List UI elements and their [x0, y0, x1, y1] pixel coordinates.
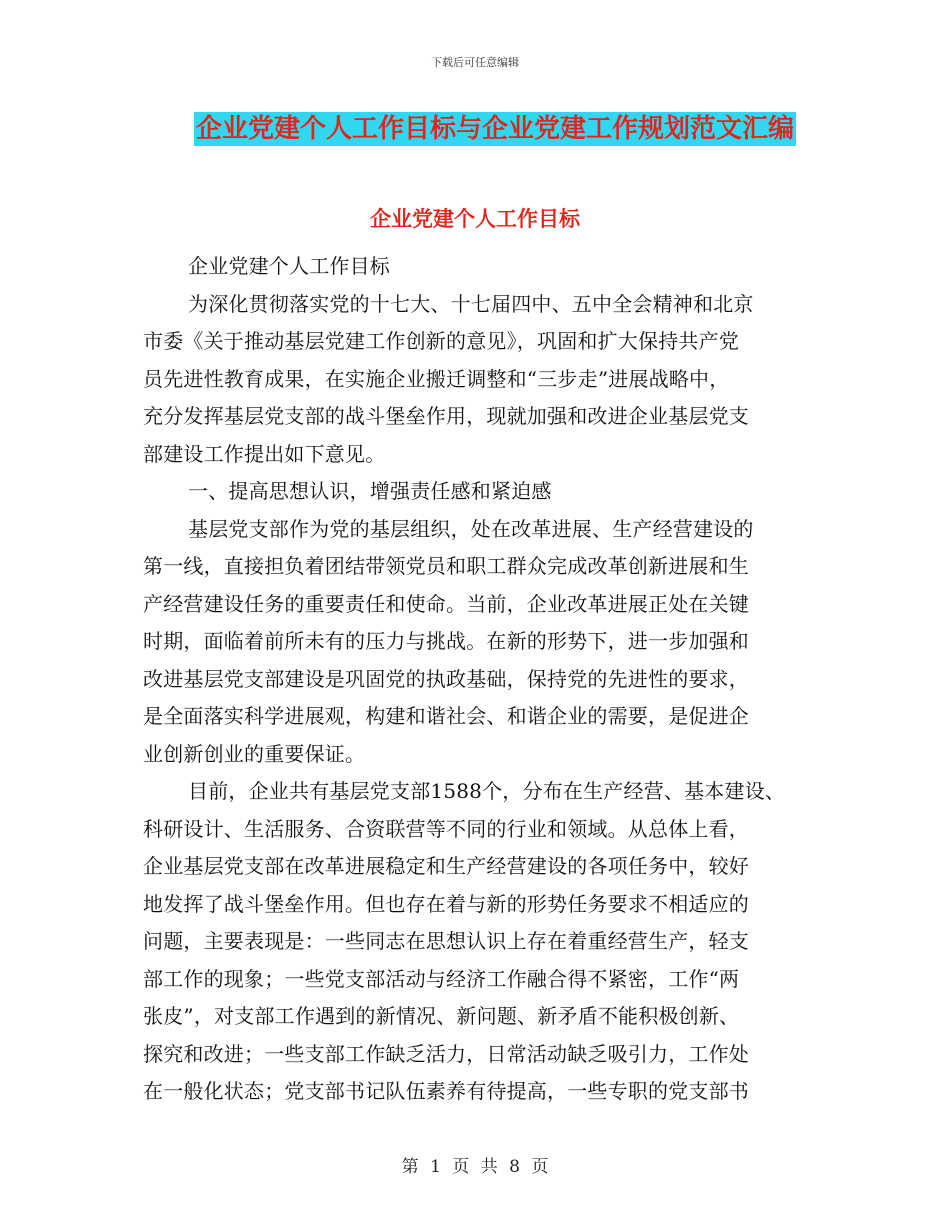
- text-line: 企业基层党支部在改革进展稳定和生产经营建设的各项任务中，较好: [143, 854, 749, 878]
- main-title: 企业党建个人工作目标与企业党建工作规划范文汇编: [195, 114, 794, 144]
- page-footer: 第 1 页 共 8 页: [401, 1157, 549, 1177]
- text-line: 目前，企业共有基层党支部1588个，分布在生产经营、基本建设、: [188, 779, 786, 803]
- text-line: 产经营建设任务的重要责任和使命。当前，企业改革进展正处在关键: [143, 591, 749, 616]
- text-line: 第一线，直接担负着团结带领党员和职工群众完成改革创新进展和生: [143, 554, 749, 578]
- main-title-container: [0, 112, 950, 146]
- text-line: 改进基层党支部建设是巩固党的执政基础，保持党的先进性的要求，: [143, 666, 749, 691]
- text-line: 问题，主要表现是：一些同志在思想认识上存在着重经营生产，轻支: [143, 929, 749, 953]
- text-line: 基层党支部作为党的基层组织，处在改革进展、生产经营建设的: [188, 516, 754, 541]
- text-line: 为深化贯彻落实党的十七大、十七届四中、五中全会精神和北京: [188, 291, 754, 316]
- header-note: 下载后可任意编辑: [431, 56, 519, 69]
- text-line: 企业党建个人工作目标: [188, 254, 390, 278]
- section-title: 企业党建个人工作目标: [370, 207, 580, 231]
- text-line: 是全面落实科学进展观，构建和谐社会、和谐企业的需要，是促进企: [143, 704, 749, 728]
- text-line: 员先进性教育成果，在实施企业搬迁调整和“三步走”进展战略中，: [143, 366, 730, 391]
- text-line: 地发挥了战斗堡垒作用。但也存在着与新的形势任务要求不相适应的: [143, 891, 749, 916]
- text-line: 张皮”，对支部工作遇到的新情况、新问题、新矛盾不能积极创新、: [143, 1004, 740, 1028]
- text-line: 在一般化状态；党支部书记队伍素养有待提高，一些专职的党支部书: [143, 1079, 749, 1103]
- text-line: 业创新创业的重要保证。: [143, 741, 366, 766]
- text-line: 部建设工作提出如下意见。: [143, 441, 386, 466]
- text-line: 一、提高思想认识，增强责任感和紧迫感: [188, 479, 552, 503]
- document-body: [143, 248, 811, 1111]
- text-line: 部工作的现象；一些党支部活动与经济工作融合得不紧密，工作“两: [143, 966, 740, 991]
- text-line: 市委《关于推动基层党建工作创新的意见》，巩固和扩大保持共产党: [143, 329, 739, 353]
- text-line: 充分发挥基层党支部的战斗堡垒作用，现就加强和改进企业基层党支: [143, 404, 749, 428]
- text-line: 探究和改进；一些支部工作缺乏活力，日常活动缺乏吸引力，工作处: [143, 1041, 749, 1066]
- text-line: 科研设计、生活服务、合资联营等不同的行业和领域。从总体上看，: [143, 816, 749, 841]
- text-line: 时期，面临着前所未有的压力与挑战。在新的形势下，进一步加强和: [143, 629, 749, 653]
